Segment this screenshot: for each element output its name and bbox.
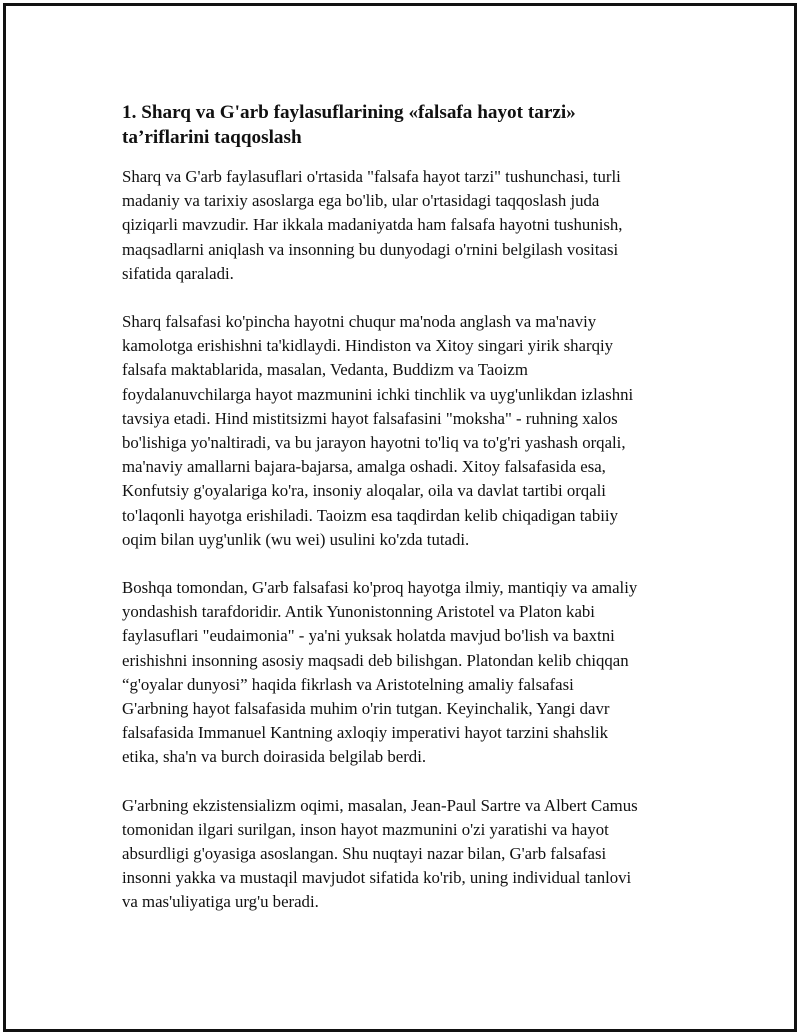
- text-line: ma'naviy amallarni bajara-bajarsa, amalga oshadi. Xitoy falsafasida esa,: [122, 457, 606, 477]
- text-line: qiziqarli mavzudir. Har ikkala madaniyatda ham falsafa hayotni tushunish,: [122, 215, 623, 235]
- text-line: “g'oyalar dunyosi” haqida fikrlash va Aristotelning amaliy falsafasi: [122, 674, 574, 694]
- paragraph-western-philosophy: [122, 576, 692, 770]
- section-heading: [122, 100, 692, 150]
- text-line: madaniy va tarixiy asoslarga ega bo'lib, ular o'rtasidagi taqqoslash juda: [122, 191, 600, 211]
- text-line: bo'lishiga yo'naltiradi, va bu jarayon hayotni to'liq va to'g'ri yashash orqali,: [122, 433, 626, 453]
- text-line: erishishni insonning asosiy maqsadi deb bilishgan. Platondan kelib chiqqan: [122, 650, 629, 670]
- paragraph-existentialism: [122, 794, 692, 915]
- text-line: Konfutsiy g'oyalariga ko'ra, insoniy aloqalar, oila va davlat tartibi orqali: [122, 481, 606, 501]
- text-line: oqim bilan uyg'unlik (wu wei) usulini ko'zda tutadi.: [122, 529, 470, 549]
- text-line: insonni yakka va mustaqil mavjudot sifatida ko'rib, uning individual tanlovi: [122, 868, 632, 888]
- text-line: tavsiya etadi. Hind mistitsizmi hayot falsafasini "moksha" - ruhning xalos: [122, 408, 618, 428]
- page-border: [3, 3, 797, 1032]
- text-line: yondashish tarafdoridir. Antik Yunonistonning Aristotel va Platon kabi: [122, 602, 595, 622]
- text-line: foydalanuvchilarga hayot mazmunini ichki tinchlik va uyg'unlikdan izlashni: [122, 384, 634, 404]
- text-line: G'arbning hayot falsafasida muhim o'rin tutgan. Keyinchalik, Yangi davr: [122, 699, 610, 719]
- document-body: [122, 100, 692, 939]
- text-line: Boshqa tomondan, G'arb falsafasi ko'proq hayotga ilmiy, mantiqiy va amaliy: [122, 578, 638, 598]
- text-line: faylasuflari "eudaimonia" - ya'ni yuksak holatda mavjud bo'lish va baxtni: [122, 626, 615, 646]
- text-line: falsafasida Immanuel Kantning axloqiy imperativi hayot tarzini shahslik: [122, 723, 609, 743]
- text-line: G'arbning ekzistensializm oqimi, masalan, Jean-Paul Sartre va Albert Camus: [122, 795, 638, 815]
- text-line: sifatida qaraladi.: [122, 263, 234, 283]
- paragraph-eastern-philosophy: [122, 310, 692, 552]
- text-line: va mas'uliyatiga urg'u beradi.: [122, 892, 319, 912]
- section-heading-line: 1. Sharq va G'arb faylasuflarining «falsafa hayot tarzi»: [122, 102, 576, 123]
- text-line: kamolotga erishishni ta'kidlaydi. Hindiston va Xitoy singari yirik sharqiy: [122, 336, 614, 356]
- paragraph-intro: [122, 165, 692, 286]
- section-heading-line: ta’riflarini taqqoslash: [122, 127, 302, 148]
- text-line: Sharq va G'arb faylasuflari o'rtasida "falsafa hayot tarzi" tushunchasi, turli: [122, 167, 621, 186]
- text-line: to'laqonli hayotga erishiladi. Taoizm esa taqdirdan kelib chiqadigan tabiiy: [122, 505, 618, 525]
- text-line: etika, sha'n va burch doirasida belgilab berdi.: [122, 747, 427, 767]
- text-line: falsafa maktablarida, masalan, Vedanta, Buddizm va Taoizm: [122, 360, 528, 380]
- text-line: tomonidan ilgari surilgan, inson hayot mazmunini o'zi yaratishi va hayot: [122, 819, 609, 839]
- text-line: Sharq falsafasi ko'pincha hayotni chuqur ma'noda anglash va ma'naviy: [122, 312, 597, 332]
- text-line: maqsadlarni aniqlash va insonning bu dunyodagi o'rnini belgilash vositasi: [122, 239, 619, 259]
- text-line: absurdligi g'oyasiga asoslangan. Shu nuqtayi nazar bilan, G'arb falsafasi: [122, 844, 607, 864]
